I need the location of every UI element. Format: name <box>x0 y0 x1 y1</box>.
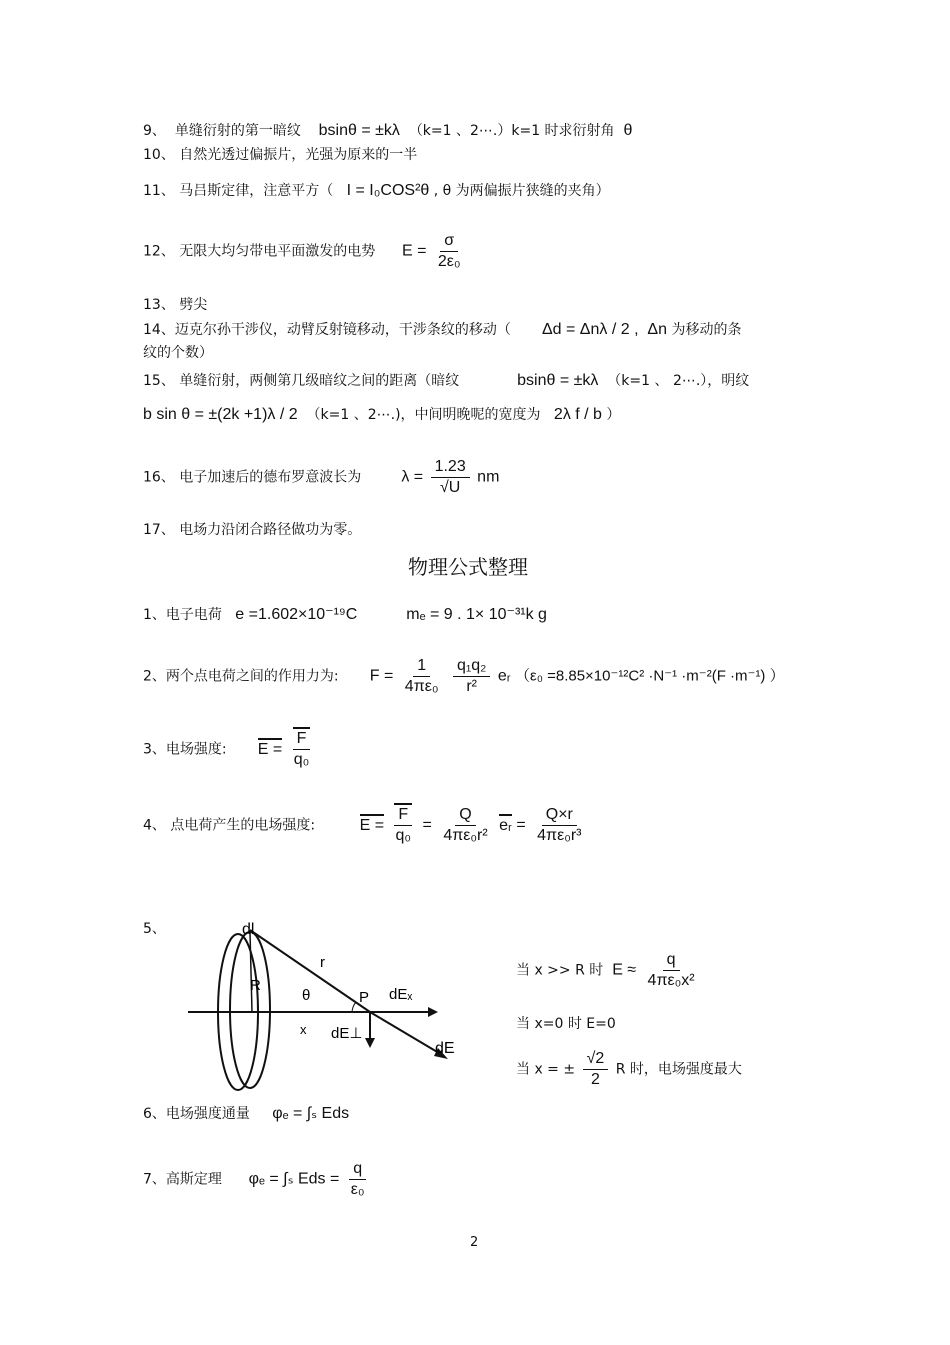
item-14-line2: 纹的个数） <box>143 345 213 361</box>
ring-case-far: 当 x >> R 时 E ≈ $\frac{q}{\text{4πε₀x²}}$ <box>516 951 695 989</box>
formula-2: 2、两个点电荷之间的作用力为: F = $\frac{1}{\text{4πε₀}}$ $\frac{\text{q₁q₂}}{\text{r²}}$ eᵣ （ε₀ =8.85×10⁻¹²C² ·N⁻¹ ·m⁻²(F ·m⁻¹) ） <box>143 657 785 695</box>
radius-line <box>250 932 252 1012</box>
label-dEperp: dE⊥ <box>331 1025 363 1042</box>
formula-plane-field: $\frac{\sigma}{\text{2ε₀}}$ <box>437 232 461 270</box>
theta-arc <box>352 1002 356 1012</box>
item-11: 11、 马吕斯定律，注意平方（ I = I₀COS²θ , θ 为两偏振片狭缝的夹角） <box>143 182 610 199</box>
item-15-line2: b sin θ = ±(2k +1)λ / 2 （k=1 、2⋯.)，中间明晚呢的宽度为 2λ f / b ） <box>143 406 621 423</box>
formula-6: 6、电场强度通量 φₑ = ∫ₛ Eds <box>143 1105 350 1122</box>
ring-field-diagram <box>180 910 480 1095</box>
formula-4: 4、 点电荷产生的电场强度: E = $\frac{F}{\text{q₀}}$ = $\frac{Q}{\text{4πε₀r²}}$ eᵣ = $\frac{Q\times r}{\text{4πε₀r³}}$ <box>143 806 582 844</box>
label-theta: θ <box>302 987 311 1004</box>
item-17: 17、 电场力沿闭合路径做功为零。 <box>143 522 362 538</box>
label-x: x <box>300 1022 307 1037</box>
dEperp-arrow <box>365 1038 375 1048</box>
formula-michelson: Δd = Δnλ / 2 , <box>541 321 639 338</box>
page-number: 2 <box>470 1235 479 1250</box>
item-14: 14、迈克尔孙干涉仪，动臂反射镜移动，干涉条纹的移动（ Δd = Δnλ / 2 , Δn 为移动的条 <box>143 321 742 338</box>
formula-de-broglie: $\frac{1.23}{√U}$ <box>431 458 470 497</box>
axis-arrow <box>428 1007 438 1017</box>
item-15: 15、 单缝衍射，两侧第几级暗纹之间的距离（暗纹 bsinθ = ±kλ （k=1 、 2⋯.），明纹 <box>143 372 750 389</box>
ring-case-center: 当 x=0 时 E=0 <box>516 1016 616 1032</box>
item-16: 16、 电子加速后的德布罗意波长为 λ = $\frac{1.23}{√U}$ nm <box>143 458 500 496</box>
formula-1: 1、电子电荷 e =1.602×10⁻¹⁹C mₑ = 9 . 1× 10⁻³¹k g <box>143 606 547 623</box>
item-9: 9、 单缝衍射的第一暗纹 bsinθ = ±kλ （k=1 、2⋯.）k=1 时求衍射角 θ <box>143 122 633 139</box>
label-dE: dE <box>435 1040 455 1057</box>
item-13: 13、 劈尖 <box>143 297 208 313</box>
label-P: P <box>359 989 370 1006</box>
section-title: 物理公式整理 <box>408 555 528 579</box>
formula-malus: I = I₀COS²θ <box>346 182 430 199</box>
dE-line <box>370 1012 444 1056</box>
formula-3: 3、电场强度: E = $\frac{F}{\text{q₀}}$ <box>143 730 310 768</box>
item-10: 10、 自然光透过偏振片，光强为原来的一半 <box>143 147 418 163</box>
formula-5-number: 5、 <box>143 921 166 937</box>
label-R: R <box>250 977 261 994</box>
item-12: 12、 无限大均匀带电平面激发的电势 E = $\frac{\sigma}{\text{2ε₀}}$ <box>143 232 468 271</box>
label-r: r <box>320 954 325 971</box>
label-dl: dl <box>242 921 255 938</box>
label-dEx: dEₓ <box>389 986 413 1003</box>
formula-7: 7、高斯定理 φₑ = ∫ₛ Eds = $\frac{q}{\text{ε₀}}$ <box>143 1160 365 1198</box>
formula-single-slit: bsinθ = ±kλ <box>318 122 400 139</box>
ring-case-max: 当 x = ± $\frac{√2}{2}$ R 时，电场强度最大 <box>516 1050 742 1088</box>
